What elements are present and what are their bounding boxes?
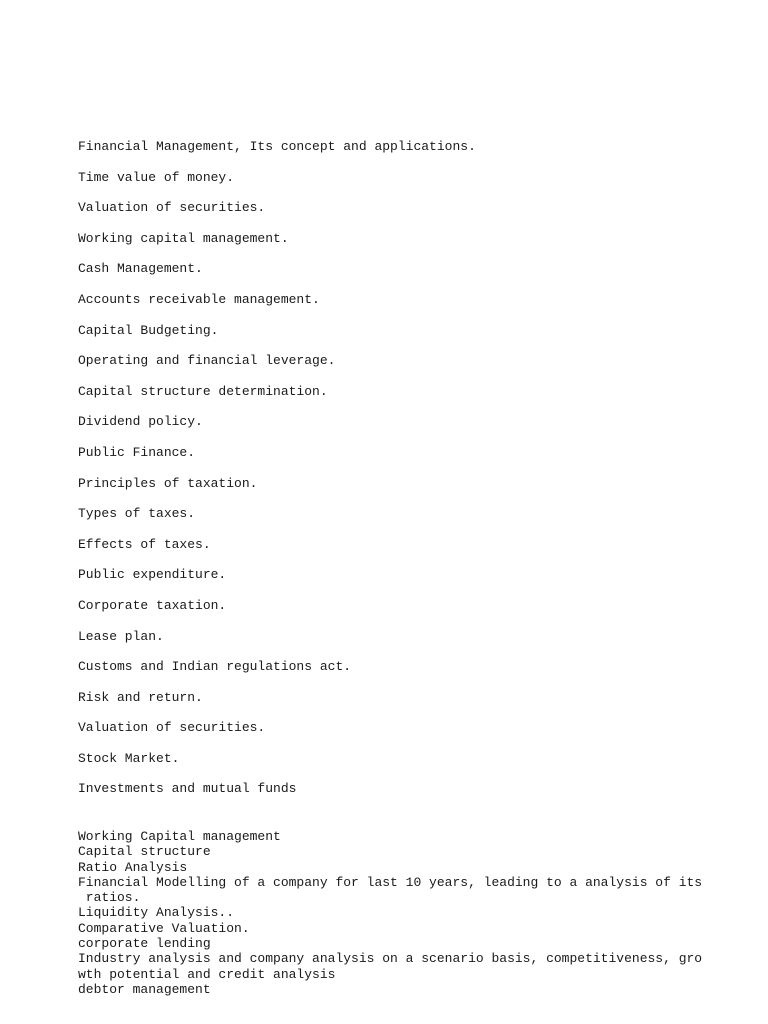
- project-line: corporate lending: [78, 936, 211, 952]
- project-line: Financial Modelling of a company for last 10 years, leading to a analysis of its: [78, 874, 703, 890]
- project-line: Liquidity Analysis..: [78, 905, 235, 921]
- project-line: Capital structure: [78, 844, 211, 860]
- topic-item: Capital structure determination.: [78, 383, 328, 399]
- project-list: [78, 829, 718, 997]
- topic-item: Cash Management.: [78, 261, 203, 277]
- topic-item: Effects of taxes.: [78, 536, 211, 552]
- topic-item: Public expenditure.: [78, 567, 227, 583]
- project-line: Industry analysis and company analysis on a scenario basis, competitiveness, gro: [78, 951, 703, 967]
- topic-item: Types of taxes.: [78, 506, 196, 522]
- project-line: debtor management: [78, 981, 211, 997]
- project-line: Comparative Valuation.: [78, 920, 250, 936]
- project-line: Working Capital management: [78, 829, 281, 844]
- topic-item: Corporate taxation.: [78, 597, 227, 613]
- topic-item: Working capital management.: [78, 230, 289, 246]
- topic-item: Accounts receivable management.: [78, 291, 320, 307]
- topic-item: Lease plan.: [78, 628, 164, 644]
- topic-item: Risk and return.: [78, 689, 203, 705]
- project-line: ratios.: [78, 890, 141, 906]
- topic-item: Valuation of securities.: [78, 720, 266, 736]
- topic-item: Stock Market.: [78, 750, 180, 766]
- topic-item: Capital Budgeting.: [78, 322, 219, 338]
- topic-item: Valuation of securities.: [78, 200, 266, 216]
- topic-item: Customs and Indian regulations act.: [78, 659, 352, 675]
- project-line: Ratio Analysis: [78, 859, 188, 875]
- topic-item: Dividend policy.: [78, 414, 203, 430]
- topic-list: [78, 139, 476, 812]
- topic-item: Principles of taxation.: [78, 475, 258, 491]
- topic-item: Operating and financial leverage.: [78, 353, 336, 369]
- topic-item: Financial Management, Its concept and applications.: [78, 139, 476, 154]
- topic-item: Public Finance.: [78, 444, 196, 460]
- topic-item: Time value of money.: [78, 169, 235, 185]
- topic-item: Investments and mutual funds: [78, 781, 297, 797]
- project-line: wth potential and credit analysis: [78, 966, 336, 982]
